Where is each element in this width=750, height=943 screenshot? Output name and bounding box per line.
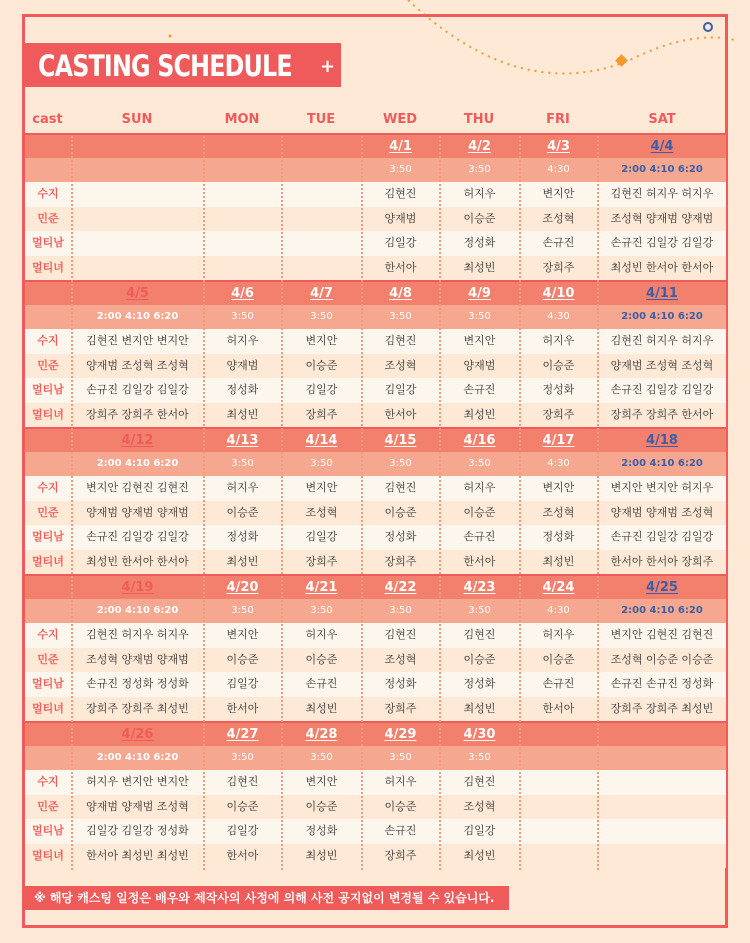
cast-sat: 김현진 허지우 허지우 <box>610 334 714 347</box>
cast-wed: 김현진 <box>384 628 417 641</box>
cast-wed: 이승준 <box>384 799 417 813</box>
cast-wed: 양재범 <box>384 211 417 225</box>
cast-mon: 정성화 <box>226 530 259 543</box>
cast-sat: 김현진 허지우 허지우 <box>610 187 714 200</box>
role-row <box>25 844 726 869</box>
date-sun: 4/26 <box>121 727 154 742</box>
showtime-fri: 4:30 <box>547 604 570 616</box>
cast-sat: 손규진 김일강 김일강 <box>610 530 714 543</box>
showtime-row <box>25 158 726 183</box>
cast-tue: 최성빈 <box>305 848 338 862</box>
cast-fri: 조성혁 <box>542 505 575 519</box>
cast-thu: 최성빈 <box>463 848 496 862</box>
header-cast: cast <box>32 112 63 127</box>
cast-sat: 변지안 김현진 김현진 <box>610 628 714 641</box>
showtime-mon: 3:50 <box>231 751 254 763</box>
showtime-sun: 2:00 4:10 6:20 <box>96 457 179 469</box>
showtime-thu: 3:50 <box>468 163 491 175</box>
showtime-wed: 3:50 <box>389 604 412 616</box>
showtime-fri: 4:30 <box>547 457 570 469</box>
cast-mon: 한서아 <box>226 848 259 862</box>
showtime-sat: 2:00 4:10 6:20 <box>621 163 703 175</box>
role-label: 수지 <box>37 775 59 788</box>
date-tue: 4/21 <box>305 580 338 595</box>
cast-wed: 김현진 <box>384 187 417 200</box>
showtime-fri: 4:30 <box>547 310 570 322</box>
cast-fri: 한서아 <box>542 701 575 715</box>
cast-sun: 양재범 양재범 양재범 <box>86 505 189 519</box>
cast-wed: 장희주 <box>384 701 417 715</box>
cast-wed: 김일강 <box>384 236 417 249</box>
cast-sat: 손규진 김일강 김일강 <box>610 383 714 396</box>
cast-sun: 허지우 변지안 변지안 <box>86 775 189 788</box>
cast-wed: 손규진 <box>384 824 417 837</box>
cast-tue: 허지우 <box>305 628 338 641</box>
showtime-fri: 4:30 <box>547 163 570 175</box>
cast-sun: 손규진 김일강 김일강 <box>86 383 189 396</box>
cast-wed: 허지우 <box>384 775 417 788</box>
showtime-mon: 3:50 <box>231 457 254 469</box>
cast-fri: 변지안 <box>542 481 575 494</box>
cast-sat: 한서아 한서아 장희주 <box>610 554 714 568</box>
role-row <box>25 770 726 795</box>
cast-wed: 이승준 <box>384 505 417 519</box>
cast-mon: 김일강 <box>226 677 259 690</box>
showtime-sat: 2:00 4:10 6:20 <box>621 457 703 469</box>
cast-thu: 변지안 <box>463 334 496 347</box>
cast-tue: 정성화 <box>305 824 338 837</box>
date-row <box>25 280 726 305</box>
header-mon: MON <box>224 112 260 127</box>
cast-sat: 변지안 변지안 허지우 <box>610 481 714 494</box>
week-block <box>25 721 726 868</box>
cast-tue: 이승준 <box>305 799 338 813</box>
cast-tue: 장희주 <box>305 554 338 568</box>
role-row <box>25 697 726 722</box>
cast-thu: 손규진 <box>463 530 496 543</box>
header-fri: FRI <box>546 112 570 127</box>
cast-thu: 이승준 <box>463 652 496 666</box>
date-sun: 4/12 <box>121 433 154 448</box>
role-label: 민준 <box>37 211 59 225</box>
cast-wed: 장희주 <box>384 554 417 568</box>
role-label: 민준 <box>37 505 59 519</box>
cast-fri: 장희주 <box>542 407 575 421</box>
role-row <box>25 476 726 501</box>
cast-fri: 조성혁 <box>542 211 575 225</box>
cast-wed: 장희주 <box>384 848 417 862</box>
cast-sun: 장희주 장희주 최성빈 <box>86 701 189 715</box>
cast-sat <box>598 795 726 820</box>
date-wed: 4/22 <box>384 580 417 595</box>
role-label: 멀티녀 <box>32 701 64 715</box>
date-sun: 4/5 <box>126 286 149 301</box>
showtime-tue: 3:50 <box>310 310 333 322</box>
cast-sat: 조성혁 이승준 이승준 <box>610 652 714 666</box>
cast-sun: 양재범 조성혁 조성혁 <box>86 358 189 372</box>
cast-tue <box>282 182 361 207</box>
cast-sun <box>72 231 203 256</box>
cast-sat: 최성빈 한서아 한서아 <box>610 260 714 274</box>
cast-sun: 변지안 김현진 김현진 <box>86 481 189 494</box>
cast-sun <box>72 182 203 207</box>
showtime-wed: 3:50 <box>389 310 412 322</box>
cast-fri: 변지안 <box>542 187 575 200</box>
cast-mon: 한서아 <box>226 701 259 715</box>
role-label: 멀티녀 <box>32 554 64 568</box>
date-mon: 4/27 <box>226 727 259 742</box>
role-label: 민준 <box>37 358 59 372</box>
cast-fri: 손규진 <box>542 236 575 249</box>
cast-tue: 장희주 <box>305 407 338 421</box>
role-label: 멀티남 <box>32 677 64 690</box>
cast-mon: 허지우 <box>226 481 259 494</box>
cast-fri: 허지우 <box>542 334 575 347</box>
cast-thu: 김현진 <box>463 775 496 788</box>
showtime-tue: 3:50 <box>310 751 333 763</box>
cast-fri: 허지우 <box>542 628 575 641</box>
cast-mon: 정성화 <box>226 383 259 396</box>
role-label: 멀티남 <box>32 383 64 396</box>
column-divider <box>597 136 599 870</box>
cast-wed: 조성혁 <box>384 652 417 666</box>
showtime-tue: 3:50 <box>310 457 333 469</box>
cast-tue: 이승준 <box>305 358 338 372</box>
cast-wed: 김현진 <box>384 481 417 494</box>
role-label: 멀티남 <box>32 236 64 249</box>
showtime-thu: 3:50 <box>468 310 491 322</box>
header-sat: SAT <box>648 112 676 127</box>
cast-sun: 손규진 정성화 정성화 <box>86 677 189 690</box>
role-row <box>25 648 726 673</box>
role-row <box>25 623 726 648</box>
showtime-row <box>25 599 726 624</box>
cast-mon: 이승준 <box>226 652 259 666</box>
date-wed: 4/1 <box>389 139 412 154</box>
cast-fri: 이승준 <box>542 652 575 666</box>
cast-sun: 김현진 변지안 변지안 <box>86 334 189 347</box>
cast-thu: 허지우 <box>463 187 496 200</box>
role-row <box>25 329 726 354</box>
cast-tue: 조성혁 <box>305 505 338 519</box>
cast-thu: 김현진 <box>463 628 496 641</box>
showtime-wed: 3:50 <box>389 163 412 175</box>
showtime-tue: 3:50 <box>310 604 333 616</box>
showtime-sun: 2:00 4:10 6:20 <box>96 751 179 763</box>
date-fri: 4/17 <box>542 433 575 448</box>
cast-tue <box>282 207 361 232</box>
cast-fri <box>520 819 597 844</box>
cast-thu: 이승준 <box>463 211 496 225</box>
date-row <box>25 574 726 599</box>
week-block <box>25 427 726 574</box>
cast-mon: 변지안 <box>226 628 259 641</box>
cast-fri <box>520 770 597 795</box>
cast-sun: 손규진 김일강 김일강 <box>86 530 189 543</box>
cast-wed: 한서아 <box>384 407 417 421</box>
showtime-sat: 2:00 4:10 6:20 <box>621 604 703 616</box>
column-divider <box>519 136 521 870</box>
cast-tue: 최성빈 <box>305 701 338 715</box>
showtime-sat <box>598 746 726 771</box>
schedule-grid <box>25 133 726 868</box>
cast-mon: 김일강 <box>226 824 259 837</box>
showtime-sun: 2:00 4:10 6:20 <box>96 310 179 322</box>
cast-tue: 이승준 <box>305 652 338 666</box>
role-label: 수지 <box>37 628 59 641</box>
column-divider <box>439 136 441 870</box>
date-sat: 4/18 <box>646 433 678 448</box>
role-row <box>25 378 726 403</box>
cast-thu: 정성화 <box>463 677 496 690</box>
cast-sun <box>72 256 203 281</box>
role-label: 멀티남 <box>32 824 64 837</box>
cast-sun: 최성빈 한서아 한서아 <box>86 554 189 568</box>
cast-fri: 장희주 <box>542 260 575 274</box>
role-row <box>25 525 726 550</box>
cast-sat: 양재범 양재범 조성혁 <box>610 505 714 519</box>
role-label: 민준 <box>37 799 59 813</box>
column-divider <box>361 136 363 870</box>
date-sun <box>72 135 203 160</box>
week-block <box>25 574 726 721</box>
cast-mon: 김현진 <box>226 775 259 788</box>
cast-sat: 양재범 조성혁 조성혁 <box>610 358 714 372</box>
role-row <box>25 672 726 697</box>
date-tue: 4/28 <box>305 727 338 742</box>
date-sat: 4/25 <box>646 580 678 595</box>
showtime-thu: 3:50 <box>468 604 491 616</box>
cast-sun <box>72 207 203 232</box>
role-row <box>25 795 726 820</box>
cast-wed: 김현진 <box>384 334 417 347</box>
plus-icon: + <box>320 56 336 77</box>
cast-mon <box>204 256 281 281</box>
cast-tue: 변지안 <box>305 334 338 347</box>
cast-thu: 양재범 <box>463 358 496 372</box>
cast-thu: 최성빈 <box>463 407 496 421</box>
cast-sat: 장희주 장희주 최성빈 <box>610 701 714 715</box>
cast-mon: 최성빈 <box>226 554 259 568</box>
cast-wed: 조성혁 <box>384 358 417 372</box>
showtime-thu: 3:50 <box>468 457 491 469</box>
showtime-thu: 3:50 <box>468 751 491 763</box>
header-thu: THU <box>463 112 495 127</box>
cast-sun: 양재범 양재범 조성혁 <box>86 799 189 813</box>
cast-mon <box>204 231 281 256</box>
cast-thu: 김일강 <box>463 824 496 837</box>
role-label: 멀티남 <box>32 530 64 543</box>
date-wed: 4/29 <box>384 727 417 742</box>
week-block <box>25 280 726 427</box>
column-divider <box>203 136 205 870</box>
cast-fri: 정성화 <box>542 530 575 543</box>
column-divider <box>281 136 283 870</box>
role-row <box>25 501 726 526</box>
date-tue: 4/14 <box>305 433 338 448</box>
role-row <box>25 182 726 207</box>
cast-thu: 허지우 <box>463 481 496 494</box>
cast-sat <box>598 770 726 795</box>
cast-wed: 김일강 <box>384 383 417 396</box>
cast-tue: 변지안 <box>305 481 338 494</box>
cast-sun: 한서아 최성빈 최성빈 <box>86 848 189 862</box>
cast-sun: 장희주 장희주 한서아 <box>86 407 189 421</box>
cast-fri <box>520 844 597 869</box>
date-row <box>25 133 726 158</box>
cast-fri: 정성화 <box>542 383 575 396</box>
cast-fri: 이승준 <box>542 358 575 372</box>
cast-thu: 한서아 <box>463 554 496 568</box>
cast-sat <box>598 819 726 844</box>
date-sun: 4/19 <box>121 580 154 595</box>
cast-tue <box>282 231 361 256</box>
cast-mon: 최성빈 <box>226 407 259 421</box>
showtime-mon: 3:50 <box>231 310 254 322</box>
role-label: 멀티녀 <box>32 848 64 862</box>
date-sat: 4/11 <box>646 286 678 301</box>
cast-tue: 손규진 <box>305 677 338 690</box>
cast-sun: 김일강 김일강 정성화 <box>86 824 189 837</box>
showtime-row <box>25 305 726 330</box>
cast-thu: 조성혁 <box>463 799 496 813</box>
cast-fri: 최성빈 <box>542 554 575 568</box>
showtime-sat: 2:00 4:10 6:20 <box>621 310 703 322</box>
showtime-row <box>25 452 726 477</box>
cast-thu: 정성화 <box>463 236 496 249</box>
role-label: 수지 <box>37 481 59 494</box>
column-divider <box>71 136 73 870</box>
showtime-sun <box>72 158 203 183</box>
cast-sat: 조성혁 양재범 양재범 <box>610 211 714 225</box>
cast-mon: 이승준 <box>226 505 259 519</box>
cast-thu: 최성빈 <box>463 260 496 274</box>
cast-tue: 김일강 <box>305 530 338 543</box>
date-fri: 4/3 <box>547 139 570 154</box>
date-wed: 4/15 <box>384 433 417 448</box>
role-row <box>25 354 726 379</box>
cast-thu: 손규진 <box>463 383 496 396</box>
cast-sat: 손규진 김일강 김일강 <box>610 236 714 249</box>
date-sat <box>598 723 726 748</box>
header-tue: TUE <box>306 112 336 127</box>
date-mon: 4/6 <box>231 286 254 301</box>
showtime-wed: 3:50 <box>389 457 412 469</box>
date-thu: 4/16 <box>463 433 496 448</box>
showtime-sun: 2:00 4:10 6:20 <box>96 604 179 616</box>
date-row <box>25 427 726 452</box>
notice-text: ※ 해당 캐스팅 일정은 배우와 제작사의 사정에 의해 사전 공지없이 변경될 수 있습니다. <box>34 891 495 905</box>
date-mon: 4/13 <box>226 433 259 448</box>
date-row <box>25 721 726 746</box>
role-label: 수지 <box>37 334 59 347</box>
showtime-tue <box>282 158 361 183</box>
cast-mon: 이승준 <box>226 799 259 813</box>
date-fri: 4/24 <box>542 580 575 595</box>
circle-decoration-icon <box>703 22 713 32</box>
cast-sat: 손규진 손규진 정성화 <box>610 677 714 690</box>
header-wed: WED <box>382 112 417 127</box>
cast-thu: 이승준 <box>463 505 496 519</box>
role-row <box>25 207 726 232</box>
role-row <box>25 256 726 281</box>
cast-sat: 장희주 장희주 한서아 <box>610 407 714 421</box>
role-row <box>25 819 726 844</box>
week-block <box>25 133 726 280</box>
date-fri <box>520 723 597 748</box>
showtime-mon <box>204 158 281 183</box>
cast-sat <box>598 844 726 869</box>
page-title: CASTING SCHEDULE <box>38 49 292 83</box>
cast-fri <box>520 795 597 820</box>
cast-wed: 정성화 <box>384 677 417 690</box>
cast-mon: 허지우 <box>226 334 259 347</box>
date-tue <box>282 135 361 160</box>
date-fri: 4/10 <box>542 286 575 301</box>
date-mon: 4/20 <box>226 580 259 595</box>
date-tue: 4/7 <box>310 286 333 301</box>
cast-mon: 양재범 <box>226 358 259 372</box>
date-thu: 4/30 <box>463 727 496 742</box>
date-thu: 4/23 <box>463 580 496 595</box>
role-row <box>25 231 726 256</box>
role-label: 멀티녀 <box>32 407 64 421</box>
cast-wed: 한서아 <box>384 260 417 274</box>
header-sun: SUN <box>121 112 153 127</box>
cast-thu: 최성빈 <box>463 701 496 715</box>
cast-wed: 정성화 <box>384 530 417 543</box>
date-thu: 4/2 <box>468 139 491 154</box>
date-wed: 4/8 <box>389 286 412 301</box>
date-mon <box>204 135 281 160</box>
showtime-mon: 3:50 <box>231 604 254 616</box>
role-row <box>25 403 726 428</box>
cast-sun: 김현진 허지우 허지우 <box>86 628 189 641</box>
date-sat: 4/4 <box>650 139 674 154</box>
role-label: 민준 <box>37 652 59 666</box>
role-row <box>25 550 726 575</box>
cast-tue: 변지안 <box>305 775 338 788</box>
showtime-fri <box>520 746 597 771</box>
cast-mon <box>204 207 281 232</box>
cast-mon <box>204 182 281 207</box>
cast-tue: 김일강 <box>305 383 338 396</box>
role-label: 수지 <box>37 187 59 200</box>
cast-tue <box>282 256 361 281</box>
cast-sun: 조성혁 양재범 양재범 <box>86 652 189 666</box>
role-label: 멀티녀 <box>32 260 64 274</box>
showtime-row <box>25 746 726 771</box>
cast-fri: 손규진 <box>542 677 575 690</box>
showtime-wed: 3:50 <box>389 751 412 763</box>
date-thu: 4/9 <box>468 286 491 301</box>
